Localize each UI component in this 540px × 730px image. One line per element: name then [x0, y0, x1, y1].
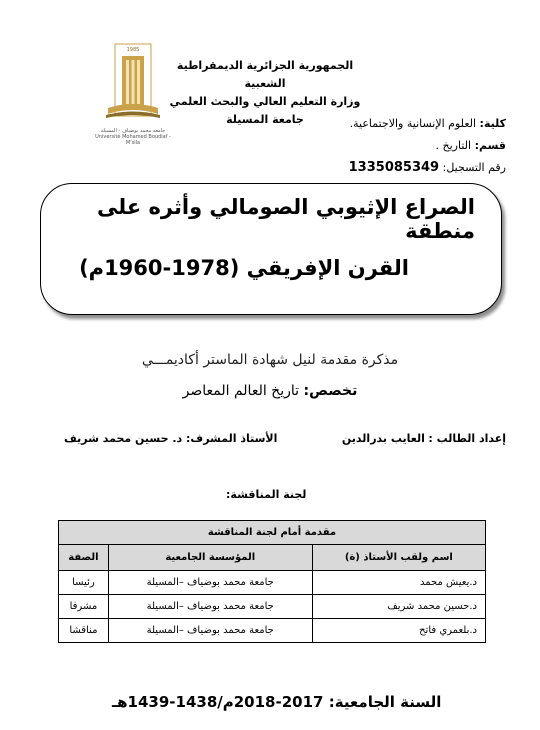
professor-cell: د.بلعمري فاتح [312, 619, 485, 643]
department-value: التاريخ . [435, 139, 472, 152]
specialization-line [0, 383, 540, 399]
ministry-line: وزارة التعليم العالي والبحث العلمي [169, 95, 361, 108]
column-header-role: الصفة [59, 545, 109, 571]
faculty-value: العلوم الإنسانية والاجتماعية. [349, 117, 477, 130]
supervisor-label: الأستاذ المشرف: [186, 432, 278, 445]
logo-caption [90, 128, 176, 146]
academic-year-value: 2017-2018م/1438-1439هـ [112, 693, 324, 711]
committee-table-caption: مقدمة أمام لجنة المناقشة [59, 521, 486, 545]
supervisor-line [64, 432, 277, 445]
registration-number: 1335085349 [348, 160, 440, 175]
institution-cell: جامعة محمد بوضياف –المسيلة [108, 595, 312, 619]
faculty-label: كلية: [479, 117, 506, 130]
specialization-value: تاريخ العالم المعاصر [182, 383, 300, 399]
professor-cell: د.يعيش محمد [312, 571, 485, 595]
table-row [59, 595, 486, 619]
registration-label: رقم التسجيل: [442, 161, 506, 174]
department-line [256, 135, 506, 157]
thesis-title-line2: القرن الإفريقي (1978-1960م) [79, 256, 409, 280]
supervisor-name: د. حسين محمد شريف [64, 432, 183, 445]
table-row [59, 571, 486, 595]
university-logo [98, 42, 168, 142]
role-cell: مناقشا [59, 619, 109, 643]
republic-line: الجمهورية الجزائرية الديمقراطية الشعبية [176, 59, 354, 90]
title-box [40, 183, 502, 315]
student-name: العايب بدرالدين [341, 432, 425, 445]
professor-cell: د.حسين محمد شريف [312, 595, 485, 619]
institution-cell: جامعة محمد بوضياف –المسيلة [108, 571, 312, 595]
student-line [342, 432, 506, 445]
faculty-line [256, 113, 506, 135]
registration-line [256, 157, 506, 179]
role-cell: رئيسا [59, 571, 109, 595]
committee-heading: لجنة المناقشة: [226, 488, 307, 501]
department-label: قسم: [474, 139, 506, 152]
column-header-institution: المؤسسة الجامعية [108, 545, 312, 571]
table-row [59, 619, 486, 643]
specialization-label: تخصص: [303, 383, 358, 399]
role-cell: مشرفا [59, 595, 109, 619]
logo-year: 1985 [126, 47, 140, 53]
faculty-info [256, 113, 506, 179]
student-label: إعداد الطالب : [428, 432, 506, 445]
logo-name-ar: جامعة محمد بوضياف - المسيلة [100, 128, 166, 134]
academic-year-label: السنة الجامعية: [328, 693, 442, 711]
university-line: جامعة المسيلة [226, 113, 304, 126]
thesis-title-line1: الصراع الإثيوبي الصومالي وأثره على منطقة [97, 195, 475, 243]
degree-statement: مذكرة مقدمة لنيل شهادة الماستر أكاديمـــي [141, 352, 399, 368]
column-header-professor: اسم ولقب الأستاذ (ة) [312, 545, 485, 571]
institution-cell: جامعة محمد بوضياف –المسيلة [108, 619, 312, 643]
committee-table-header [59, 545, 486, 571]
logo-name-fr: Université Mohamed Boudiaf - M'sila [95, 134, 171, 146]
academic-year [112, 693, 441, 711]
committee-table [58, 520, 486, 643]
